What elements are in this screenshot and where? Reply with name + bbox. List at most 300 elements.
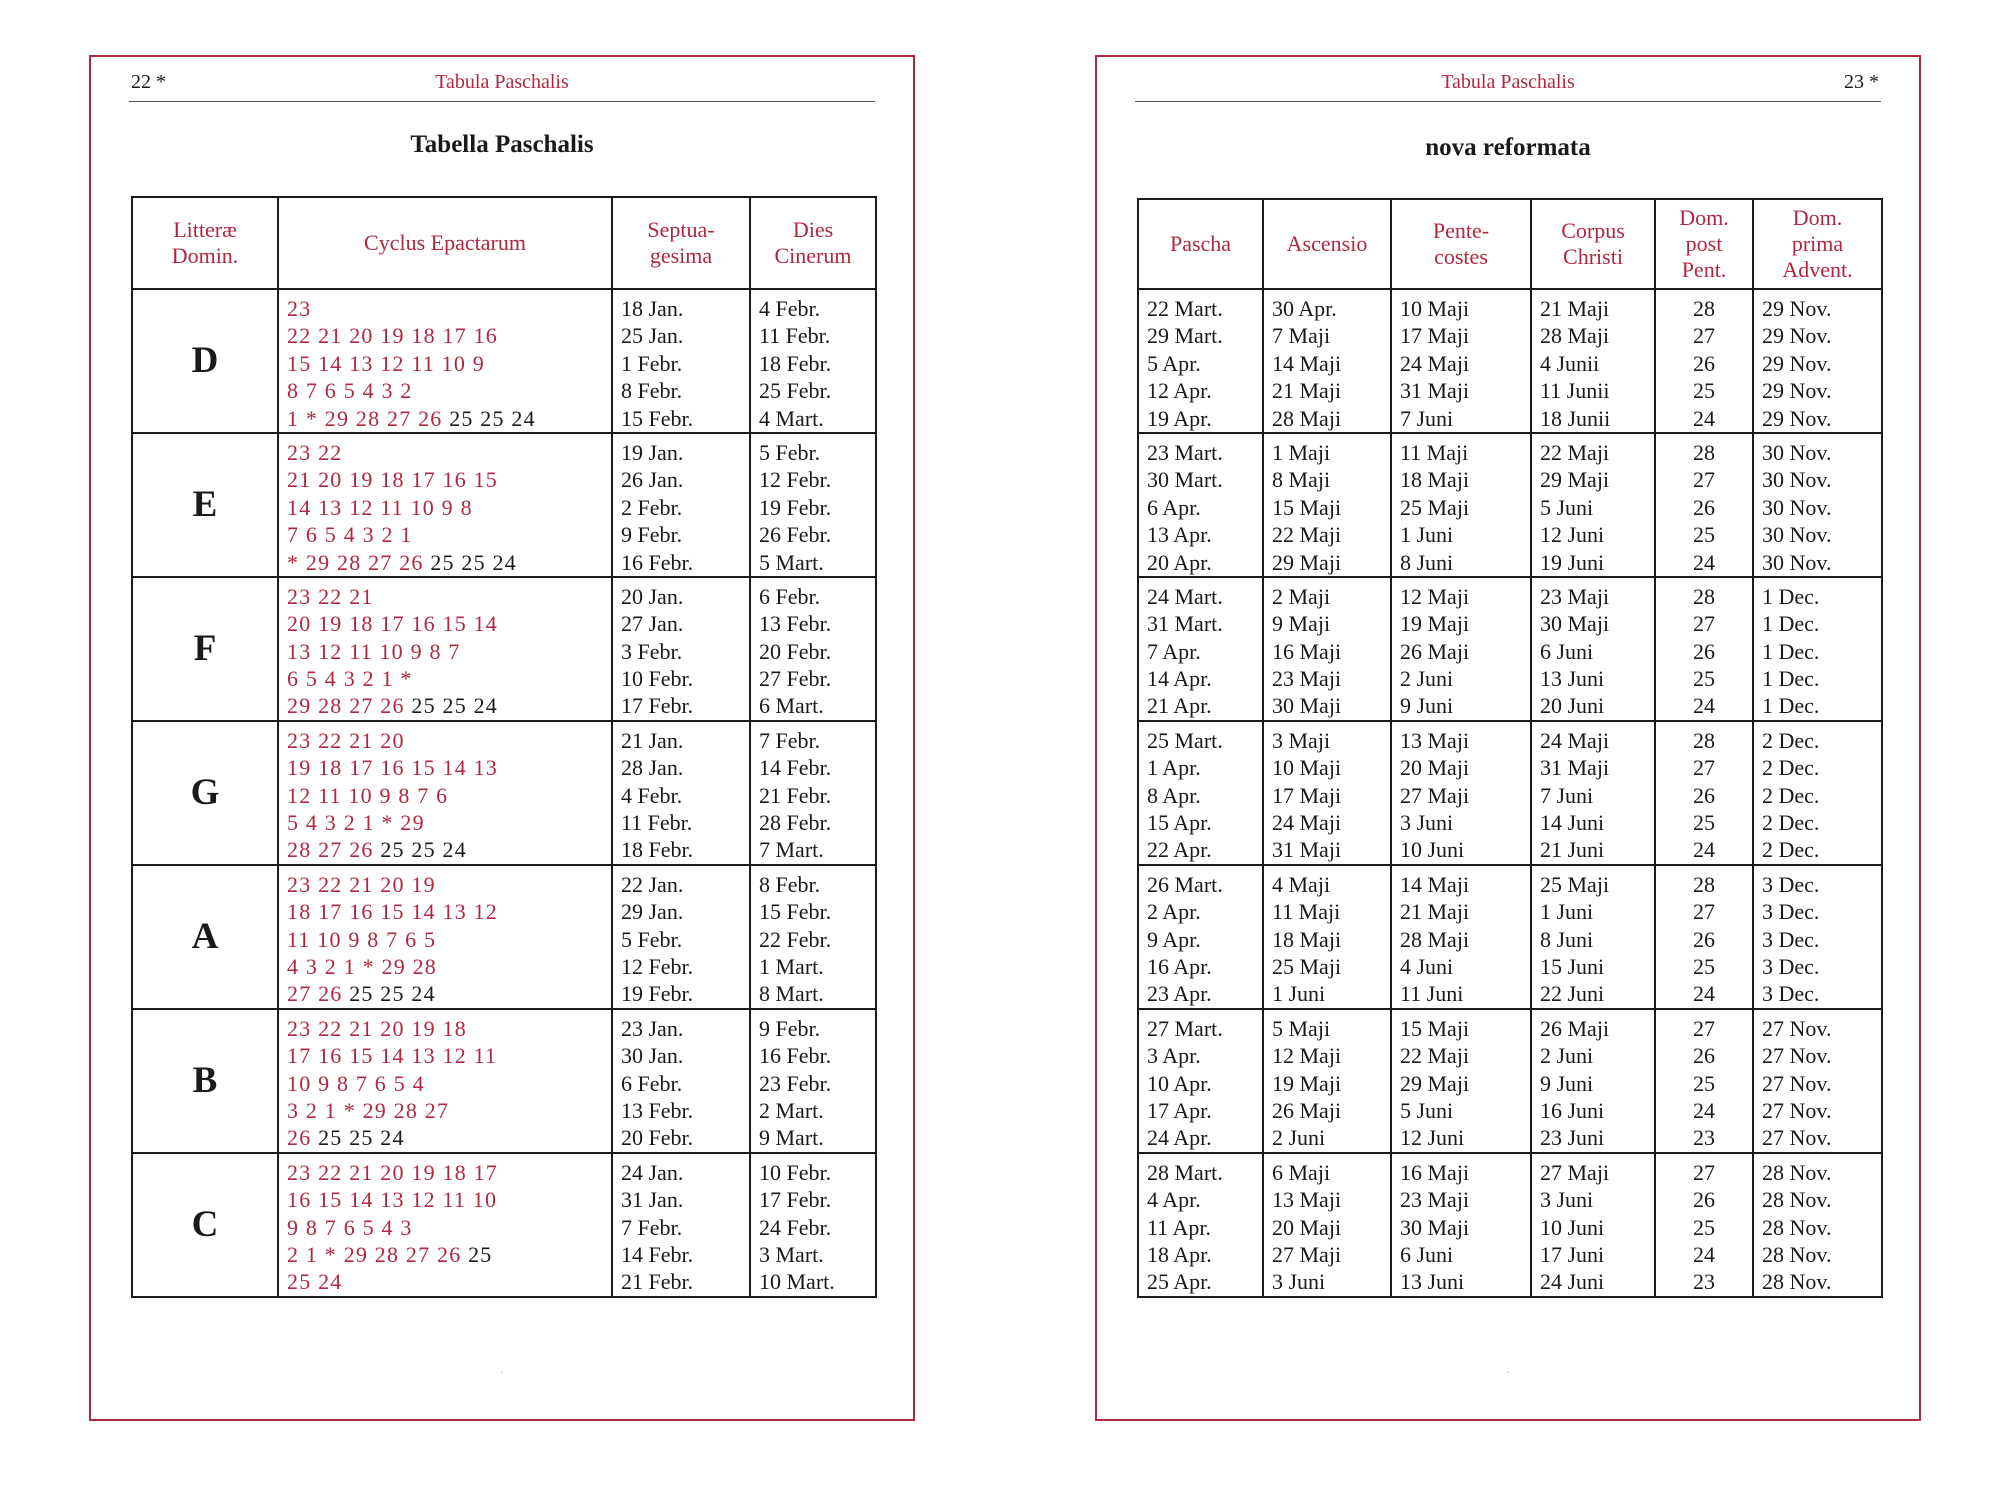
epact-line xyxy=(287,926,611,953)
cell-line: 23 Mart. xyxy=(1147,439,1223,465)
cell-line: 3 Juni xyxy=(1400,810,1454,836)
cell-line: 27 Nov. xyxy=(1762,1015,1832,1041)
cell-line: 2 Juni xyxy=(1540,1043,1594,1069)
corpus-christi-cell xyxy=(1531,289,1655,433)
epact-red: 21 20 19 18 17 16 15 xyxy=(287,467,498,493)
cell-line: 26 Febr. xyxy=(759,522,832,548)
epact-red: 23 22 21 xyxy=(287,583,374,609)
cell-line: 22 Juni xyxy=(1540,981,1605,1007)
table-row xyxy=(132,721,876,865)
septuagesima-cell xyxy=(612,865,750,1009)
cell-line: 2 Juni xyxy=(1400,666,1454,692)
cell-line: 22 Febr. xyxy=(759,926,832,952)
table-row xyxy=(132,865,876,1009)
epact-line xyxy=(287,1097,611,1124)
cell-line: 28 Nov. xyxy=(1762,1214,1832,1240)
cell-line: 31 Maji xyxy=(1540,755,1610,781)
cell-line: 17 Apr. xyxy=(1147,1097,1212,1123)
cell-line: 21 Apr. xyxy=(1147,693,1212,719)
cell-line: 19 Juni xyxy=(1540,549,1605,575)
cell-line: 20 Jan. xyxy=(621,583,684,609)
epact-red: 3 2 1 * 29 28 27 xyxy=(287,1097,450,1123)
cell-line: 20 Maji xyxy=(1272,1214,1342,1240)
cell-line: 27 Nov. xyxy=(1762,1043,1832,1069)
cell-line: 13 Juni xyxy=(1400,1269,1465,1295)
column-header: Septua- gesima xyxy=(612,197,750,289)
cell-line: 10 Maji xyxy=(1272,755,1342,781)
first-advent-cell xyxy=(1753,1009,1882,1153)
epact-line xyxy=(287,809,611,836)
cell-line: 26 xyxy=(1693,926,1715,952)
cell-line: 24 xyxy=(1693,693,1715,719)
epact-red: 23 22 21 20 xyxy=(287,727,405,753)
table-row xyxy=(1138,433,1882,577)
sundays-after-pentecost-cell xyxy=(1655,433,1753,577)
cell-line: 16 Febr. xyxy=(759,1043,832,1069)
easter-dates-table xyxy=(1137,198,1883,1298)
cell-line: 2 Juni xyxy=(1272,1125,1326,1151)
ascension-cell xyxy=(1263,721,1391,865)
easter-cell xyxy=(1138,721,1263,865)
table-title: Tabella Paschalis xyxy=(410,131,594,158)
cell-line: 28 Maji xyxy=(1400,926,1470,952)
cell-line: 25 xyxy=(1693,378,1715,404)
epact-line xyxy=(287,754,611,781)
epact-line xyxy=(287,638,611,665)
epact-black: 25 xyxy=(468,1241,493,1267)
cell-line: 22 Jan. xyxy=(621,871,684,897)
cell-line: 5 Juni xyxy=(1400,1097,1454,1123)
epact-red: 23 22 21 20 19 18 xyxy=(287,1015,467,1041)
cell-line: 29 Maji xyxy=(1272,549,1342,575)
epact-cycle-cell xyxy=(278,577,612,721)
cell-line: 3 Dec. xyxy=(1762,981,1820,1007)
cell-line: 23 xyxy=(1693,1269,1715,1295)
running-title: Tabula Paschalis xyxy=(435,71,569,93)
cell-line: 12 Juni xyxy=(1400,1125,1465,1151)
epact-line xyxy=(287,1268,611,1295)
cell-line: 30 Nov. xyxy=(1762,467,1832,493)
cell-line: 8 Apr. xyxy=(1147,782,1201,808)
epact-red: 27 26 xyxy=(287,981,350,1007)
cell-line: 28 xyxy=(1693,871,1715,897)
cell-line: 12 Apr. xyxy=(1147,378,1212,404)
epact-black: 25 25 24 xyxy=(411,693,499,719)
epact-line xyxy=(287,871,611,898)
first-advent-cell xyxy=(1753,289,1882,433)
epact-line xyxy=(287,1015,611,1042)
cell-line: 20 Apr. xyxy=(1147,549,1212,575)
cell-line: 20 Febr. xyxy=(759,638,832,664)
cell-line: 10 Juni xyxy=(1540,1214,1605,1240)
cell-line: 26 xyxy=(1693,638,1715,664)
first-advent-cell xyxy=(1753,433,1882,577)
cell-line: 24 xyxy=(1693,405,1715,431)
dominical-letter: F xyxy=(132,577,278,721)
cell-line: 11 Febr. xyxy=(621,810,693,836)
cell-line: 27 xyxy=(1693,1015,1715,1041)
cell-line: 18 Febr. xyxy=(759,350,832,376)
cell-line: 27 Nov. xyxy=(1762,1097,1832,1123)
cell-line: 29 Maji xyxy=(1400,1070,1470,1096)
epact-red: 1 * 29 28 27 26 xyxy=(287,405,450,431)
epact-red: 29 28 27 26 xyxy=(287,693,412,719)
cell-line: 11 Junii xyxy=(1540,378,1610,404)
cell-line: 26 Maji xyxy=(1400,638,1470,664)
cell-line: 15 Juni xyxy=(1540,953,1605,979)
dominical-letter: B xyxy=(132,1009,278,1153)
epact-cycle-cell xyxy=(278,433,612,577)
table-title: nova reformata xyxy=(1425,134,1591,161)
cell-line: 18 Jan. xyxy=(621,296,684,321)
cell-line: 30 Apr. xyxy=(1272,296,1337,321)
epact-red: 26 xyxy=(287,1125,319,1151)
cell-line: 3 Dec. xyxy=(1762,926,1820,952)
cell-line: 3 Dec. xyxy=(1762,953,1820,979)
epact-red: 18 17 16 15 14 13 12 xyxy=(287,899,498,925)
cell-line: 8 Febr. xyxy=(621,378,683,404)
epact-line xyxy=(287,953,611,980)
epact-black: 25 25 24 xyxy=(349,981,436,1007)
epact-red: 9 8 7 6 5 4 3 xyxy=(287,1214,413,1240)
epact-line xyxy=(287,836,611,863)
cell-line: 27 Maji xyxy=(1540,1159,1610,1185)
page-number: 23 * xyxy=(1844,71,1879,93)
cell-line: 14 Maji xyxy=(1400,871,1470,897)
column-header: Corpus Christi xyxy=(1531,199,1655,289)
epact-cycle-cell xyxy=(278,1153,612,1297)
septuagesima-cell xyxy=(612,577,750,721)
epact-red: 23 22 xyxy=(287,439,343,465)
cell-line: 16 Febr. xyxy=(621,549,694,575)
cell-line: 2 Mart. xyxy=(759,1097,824,1123)
epact-red: 11 10 9 8 7 6 5 xyxy=(287,926,437,952)
dominical-letter: E xyxy=(132,433,278,577)
sundays-after-pentecost-cell xyxy=(1655,1153,1753,1297)
cell-line: 2 Dec. xyxy=(1762,755,1820,781)
epact-red: 5 4 3 2 1 * 29 xyxy=(287,810,425,836)
pentecost-cell xyxy=(1391,1009,1531,1153)
cell-line: 30 Maji xyxy=(1540,611,1610,637)
cell-line: 22 Mart. xyxy=(1147,296,1223,321)
epact-line xyxy=(287,466,611,493)
cell-line: 6 Febr. xyxy=(621,1070,683,1096)
septuagesima-cell xyxy=(612,289,750,433)
epact-line xyxy=(287,1124,611,1151)
cell-line: 19 Febr. xyxy=(621,981,694,1007)
cell-line: 23 Apr. xyxy=(1147,981,1212,1007)
pentecost-cell xyxy=(1391,289,1531,433)
cell-line: 30 Nov. xyxy=(1762,494,1832,520)
cell-line: 4 Febr. xyxy=(759,296,821,321)
epact-line xyxy=(287,350,611,377)
easter-cell xyxy=(1138,1009,1263,1153)
cell-line: 1 Apr. xyxy=(1147,755,1201,781)
cell-line: 28 Febr. xyxy=(759,810,832,836)
cell-line: 25 Maji xyxy=(1400,494,1470,520)
table-row xyxy=(132,1153,876,1297)
cell-line: 31 Maji xyxy=(1272,837,1342,863)
cell-line: 25 Apr. xyxy=(1147,1269,1212,1295)
cell-line: 6 Apr. xyxy=(1147,494,1201,520)
cell-line: 29 Nov. xyxy=(1762,323,1832,349)
cell-line: 5 Mart. xyxy=(759,549,824,575)
cell-line: 11 Juni xyxy=(1400,981,1464,1007)
cell-line: 1 Maji xyxy=(1272,439,1331,465)
epact-red: 10 9 8 7 6 5 4 xyxy=(287,1070,425,1096)
first-advent-cell xyxy=(1753,1153,1882,1297)
ascension-cell xyxy=(1263,577,1391,721)
epact-line xyxy=(287,405,611,432)
cell-line: 30 Nov. xyxy=(1762,549,1832,575)
epact-black: 25 25 24 xyxy=(380,837,467,863)
epact-red: 17 16 15 14 13 12 11 xyxy=(287,1043,498,1069)
cell-line: 2 Dec. xyxy=(1762,837,1820,863)
cell-line: 23 Maji xyxy=(1400,1187,1470,1213)
sundays-after-pentecost-cell xyxy=(1655,1009,1753,1153)
cell-line: 8 Febr. xyxy=(759,871,821,897)
cell-line: 27 xyxy=(1693,467,1715,493)
cell-line: 25 xyxy=(1693,810,1715,836)
sundays-after-pentecost-cell xyxy=(1655,289,1753,433)
cell-line: 26 Maji xyxy=(1540,1015,1610,1041)
cell-line: 22 Maji xyxy=(1400,1043,1470,1069)
cell-line: 13 Maji xyxy=(1272,1187,1342,1213)
cell-line: 3 Dec. xyxy=(1762,899,1820,925)
sundays-after-pentecost-cell xyxy=(1655,577,1753,721)
ash-wednesday-cell xyxy=(750,1009,876,1153)
cell-line: 22 Apr. xyxy=(1147,837,1212,863)
epact-red: 23 22 21 20 19 18 17 xyxy=(287,1159,498,1185)
cell-line: 26 xyxy=(1693,350,1715,376)
pentecost-cell xyxy=(1391,577,1531,721)
cell-line: 4 Maji xyxy=(1272,871,1331,897)
cell-line: 2 Maji xyxy=(1272,583,1331,609)
cell-line: 27 Nov. xyxy=(1762,1070,1832,1096)
cell-line: 16 Maji xyxy=(1400,1159,1470,1185)
cell-line: 13 Maji xyxy=(1400,727,1470,753)
cell-line: 21 Febr. xyxy=(621,1269,694,1295)
ash-wednesday-cell xyxy=(750,433,876,577)
cell-line: 24 Apr. xyxy=(1147,1125,1212,1151)
table-row xyxy=(1138,865,1882,1009)
cell-line: 11 Febr. xyxy=(759,323,831,349)
cell-line: 25 Febr. xyxy=(759,378,832,404)
easter-cell xyxy=(1138,289,1263,433)
cell-line: 9 Juni xyxy=(1400,693,1454,719)
cell-line: 21 Juni xyxy=(1540,837,1605,863)
cell-line: 31 Maji xyxy=(1400,378,1470,404)
cell-line: 27 Maji xyxy=(1272,1241,1342,1267)
corpus-christi-cell xyxy=(1531,577,1655,721)
epact-line xyxy=(287,1214,611,1241)
epact-red: 25 24 xyxy=(287,1269,343,1295)
cell-line: 1 Dec. xyxy=(1762,638,1820,664)
ash-wednesday-cell xyxy=(750,577,876,721)
cell-line: 28 xyxy=(1693,583,1715,609)
cell-line: 2 Dec. xyxy=(1762,782,1820,808)
epact-line xyxy=(287,295,611,322)
epact-cycle-cell xyxy=(278,721,612,865)
epact-black: 25 25 24 xyxy=(449,405,536,431)
cell-line: 30 Jan. xyxy=(621,1043,684,1069)
cell-line: 27 xyxy=(1693,323,1715,349)
cell-line: 13 Febr. xyxy=(759,611,832,637)
cell-line: 4 Junii xyxy=(1540,350,1600,376)
cell-line: 26 xyxy=(1693,782,1715,808)
cell-line: 24 xyxy=(1693,837,1715,863)
column-header: Ascensio xyxy=(1263,199,1391,289)
epact-red: * 29 28 27 26 xyxy=(287,549,431,575)
cell-line: 15 Apr. xyxy=(1147,810,1212,836)
cell-line: 3 Maji xyxy=(1272,727,1331,753)
epact-line xyxy=(287,494,611,521)
cell-line: 10 Febr. xyxy=(621,666,694,692)
first-advent-cell xyxy=(1753,721,1882,865)
cell-line: 18 Maji xyxy=(1272,926,1342,952)
cell-line: 3 Dec. xyxy=(1762,871,1820,897)
sundays-after-pentecost-cell xyxy=(1655,865,1753,1009)
epact-red: 7 6 5 4 3 2 1 xyxy=(287,522,413,548)
cell-line: 25 Maji xyxy=(1540,871,1610,897)
cell-line: 24 Maji xyxy=(1400,350,1470,376)
cell-line: 30 Maji xyxy=(1272,693,1342,719)
epact-line xyxy=(287,322,611,349)
epact-line xyxy=(287,1241,611,1268)
epact-cycle-cell xyxy=(278,865,612,1009)
cell-line: 29 Mart. xyxy=(1147,323,1223,349)
septuagesima-cell xyxy=(612,1009,750,1153)
cell-line: 31 Jan. xyxy=(621,1187,684,1213)
cell-line: 23 Juni xyxy=(1540,1125,1605,1151)
cell-line: 21 Febr. xyxy=(759,782,832,808)
table-row xyxy=(1138,1153,1882,1297)
cell-line: 27 Nov. xyxy=(1762,1125,1832,1151)
cell-line: 4 Juni xyxy=(1400,953,1454,979)
easter-cell xyxy=(1138,1153,1263,1297)
cell-line: 7 Febr. xyxy=(621,1214,683,1240)
cell-line: 12 Maji xyxy=(1400,583,1470,609)
cell-line: 7 Maji xyxy=(1272,323,1331,349)
column-header: Dom. post Pent. xyxy=(1655,199,1753,289)
epact-red: 15 14 13 12 11 10 9 xyxy=(287,350,485,376)
cell-line: 5 Febr. xyxy=(759,439,821,465)
cell-line: 14 Juni xyxy=(1540,810,1605,836)
ash-wednesday-cell xyxy=(750,1153,876,1297)
cell-line: 11 Maji xyxy=(1400,439,1469,465)
epact-line xyxy=(287,980,611,1007)
cell-line: 14 Apr. xyxy=(1147,666,1212,692)
epact-cycle-cell xyxy=(278,1009,612,1153)
epact-red: 14 13 12 11 10 9 8 xyxy=(287,494,473,520)
corpus-christi-cell xyxy=(1531,865,1655,1009)
epact-line xyxy=(287,549,611,576)
cell-line: 28 xyxy=(1693,296,1715,321)
dominical-letter: C xyxy=(132,1153,278,1297)
cell-line: 24 Juni xyxy=(1540,1269,1605,1295)
cell-line: 10 Maji xyxy=(1400,296,1470,321)
cell-line: 18 Junii xyxy=(1540,405,1611,431)
cell-line: 3 Febr. xyxy=(621,638,683,664)
cell-line: 1 Juni xyxy=(1272,981,1326,1007)
ash-wednesday-cell xyxy=(750,865,876,1009)
epact-line xyxy=(287,665,611,692)
cell-line: 3 Apr. xyxy=(1147,1043,1201,1069)
cell-line: 13 Febr. xyxy=(621,1097,694,1123)
epact-line xyxy=(287,898,611,925)
cell-line: 26 xyxy=(1693,1187,1715,1213)
table-row xyxy=(132,433,876,577)
cell-line: 7 Juni xyxy=(1400,405,1454,431)
cell-line: 10 Febr. xyxy=(759,1159,832,1185)
cell-line: 3 Juni xyxy=(1272,1269,1326,1295)
cell-line: 17 Maji xyxy=(1400,323,1470,349)
cell-line: 5 Apr. xyxy=(1147,350,1201,376)
epact-red: 20 19 18 17 16 15 14 xyxy=(287,611,498,637)
cell-line: 17 Febr. xyxy=(759,1187,832,1213)
running-head xyxy=(129,69,875,102)
cell-line: 8 Juni xyxy=(1540,926,1594,952)
cell-line: 16 Apr. xyxy=(1147,953,1212,979)
cell-line: 24 xyxy=(1693,1241,1715,1267)
cell-line: 27 xyxy=(1693,611,1715,637)
epact-line xyxy=(287,782,611,809)
running-head xyxy=(1135,69,1881,102)
cell-line: 17 Febr. xyxy=(621,693,694,719)
epact-line xyxy=(287,377,611,404)
epact-red: 2 1 * 29 28 27 26 xyxy=(287,1241,469,1267)
cell-line: 19 Apr. xyxy=(1147,405,1212,431)
cell-line: 1 Dec. xyxy=(1762,693,1820,719)
corpus-christi-cell xyxy=(1531,1153,1655,1297)
epact-line xyxy=(287,727,611,754)
cell-line: 28 Nov. xyxy=(1762,1241,1832,1267)
cell-line: 26 Mart. xyxy=(1147,871,1223,897)
cell-line: 5 Maji xyxy=(1272,1015,1331,1041)
cell-line: 27 Mart. xyxy=(1147,1015,1223,1041)
cell-line: 14 Febr. xyxy=(759,755,832,781)
cell-line: 2 Dec. xyxy=(1762,810,1820,836)
cell-line: 9 Juni xyxy=(1540,1070,1594,1096)
cell-line: 12 Maji xyxy=(1272,1043,1342,1069)
cell-line: 6 Juni xyxy=(1400,1241,1454,1267)
cell-line: 4 Apr. xyxy=(1147,1187,1201,1213)
cell-line: 18 Maji xyxy=(1400,467,1470,493)
epact-red: 6 5 4 3 2 1 * xyxy=(287,666,413,692)
sundays-after-pentecost-cell xyxy=(1655,721,1753,865)
cell-line: 8 Maji xyxy=(1272,467,1331,493)
table-row xyxy=(132,1009,876,1153)
cell-line: 16 Maji xyxy=(1272,638,1342,664)
cell-line: 25 xyxy=(1693,1070,1715,1096)
cell-line: 1 Dec. xyxy=(1762,583,1820,609)
cell-line: 25 xyxy=(1693,953,1715,979)
cell-line: 13 Apr. xyxy=(1147,522,1212,548)
cell-line: 18 Apr. xyxy=(1147,1241,1212,1267)
column-header: Cyclus Epactarum xyxy=(278,197,612,289)
footer-mark: · xyxy=(500,1368,504,1379)
cell-line: 12 Febr. xyxy=(621,953,694,979)
cell-line: 5 Juni xyxy=(1540,494,1594,520)
epact-red: 23 xyxy=(287,296,312,321)
column-header: Litteræ Domin. xyxy=(132,197,278,289)
cell-line: 21 Maji xyxy=(1272,378,1342,404)
cell-line: 9 Apr. xyxy=(1147,926,1201,952)
corpus-christi-cell xyxy=(1531,1009,1655,1153)
pentecost-cell xyxy=(1391,433,1531,577)
running-title: Tabula Paschalis xyxy=(1441,71,1575,93)
cell-line: 23 Maji xyxy=(1540,583,1610,609)
